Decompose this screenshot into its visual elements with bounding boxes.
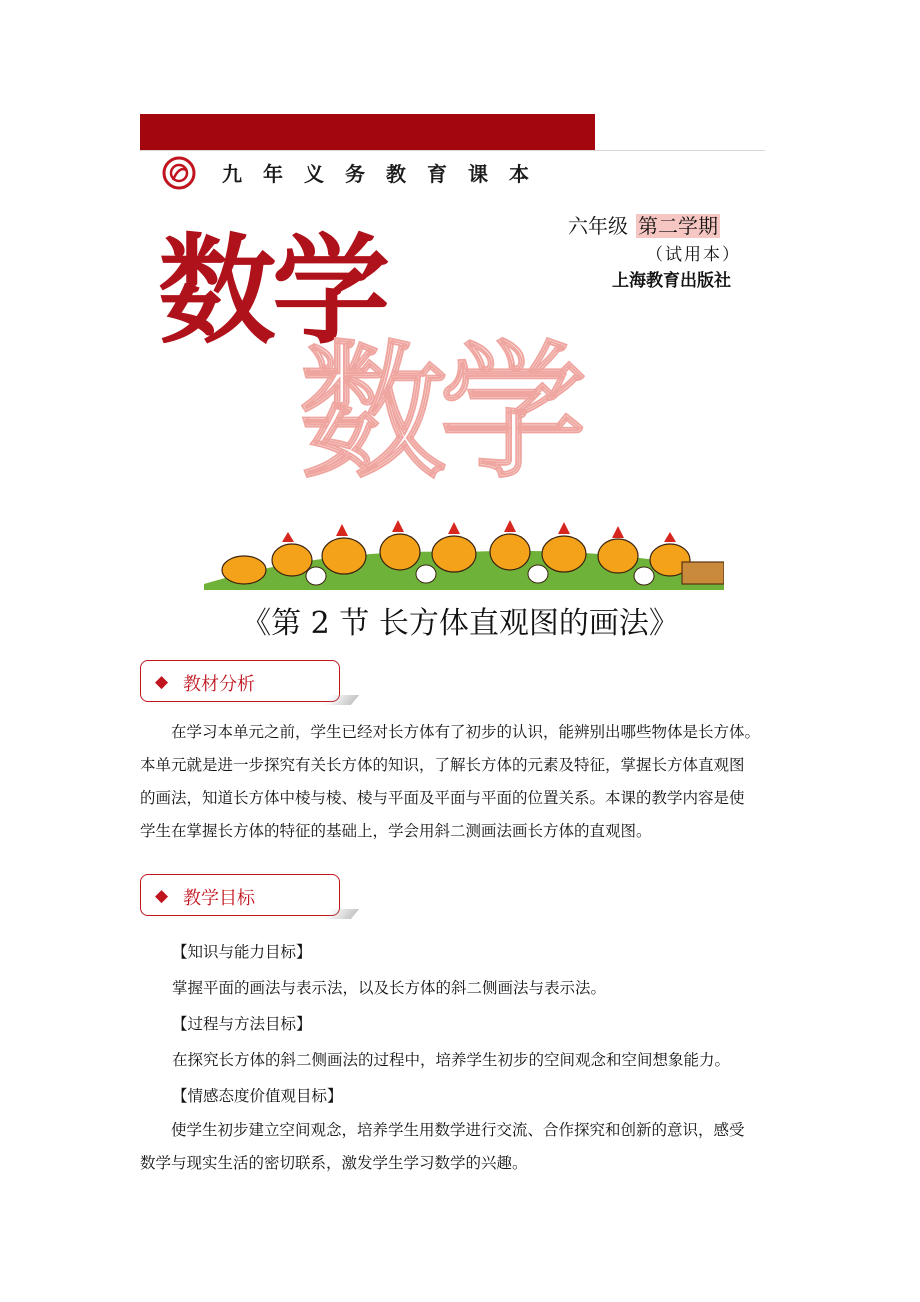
- goal-heading-attitude: 【情感态度价值观目标】: [172, 1087, 343, 1105]
- section-label: 教学目标: [183, 888, 255, 909]
- analysis-paragraph: [140, 716, 780, 848]
- roosters-and-rabbits-illustration: [204, 512, 724, 590]
- goal-text-process: 在探究长方体的斜二侧画法的过程中，培养学生初步的空间观念和空间想象能力。: [172, 1051, 731, 1069]
- subject-title: 数学: [158, 222, 387, 360]
- cover-red-bar: [140, 114, 595, 150]
- paragraph-line: 数学与现实生活的密切联系，激发学生学习数学的兴趣。: [140, 1154, 528, 1172]
- publisher-name: 上海教育出版社: [612, 271, 731, 291]
- grade-label: 六年级: [568, 214, 628, 238]
- goal-heading-knowledge: 【知识与能力目标】: [172, 943, 312, 961]
- goal-text-attitude: [140, 1114, 780, 1180]
- paragraph-line: 使学生初步建立空间观念，培养学生用数学进行交流、合作探究和创新的意识，感受: [171, 1121, 745, 1139]
- diamond-bullet-icon: ◆: [155, 886, 169, 906]
- series-title: 九年义务教育课本: [222, 162, 550, 186]
- goal-heading-process: 【过程与方法目标】: [172, 1015, 312, 1033]
- subject-outline-title: 数学: [300, 328, 580, 498]
- diamond-bullet-icon: ◆: [155, 672, 169, 692]
- paragraph-line: 本单元就是进一步探究有关长方体的知识，了解长方体的元素及特征，掌握长方体直观图: [140, 756, 745, 774]
- textbook-cover: [140, 112, 770, 590]
- grade-term: [568, 210, 720, 239]
- paragraph-line: 学生在掌握长方体的特征的基础上，学会用斜二测画法画长方体的直观图。: [140, 822, 652, 840]
- section-label: 教材分析: [183, 674, 255, 695]
- term-label: 第二学期: [638, 214, 718, 238]
- section-header-goals: [140, 874, 340, 916]
- document-title: 《第 2 节 长方体直观图的画法》: [241, 606, 679, 641]
- box-shadow-decoration: [323, 909, 359, 919]
- paragraph-line: 的画法，知道长方体中棱与棱、棱与平面及平面与平面的位置关系。本课的教学内容是使: [140, 789, 745, 807]
- edition-label: （试用本）: [646, 245, 741, 265]
- box-shadow-decoration: [323, 695, 359, 705]
- publisher-logo-icon: [162, 156, 196, 190]
- section-header-analysis: [140, 660, 340, 702]
- paragraph-line: 在学习本单元之前，学生已经对长方体有了初步的认识，能辨别出哪些物体是长方体。: [171, 723, 761, 741]
- cover-divider: [140, 150, 765, 151]
- goal-text-knowledge: 掌握平面的画法与表示法，以及长方体的斜二侧画法与表示法。: [172, 979, 607, 997]
